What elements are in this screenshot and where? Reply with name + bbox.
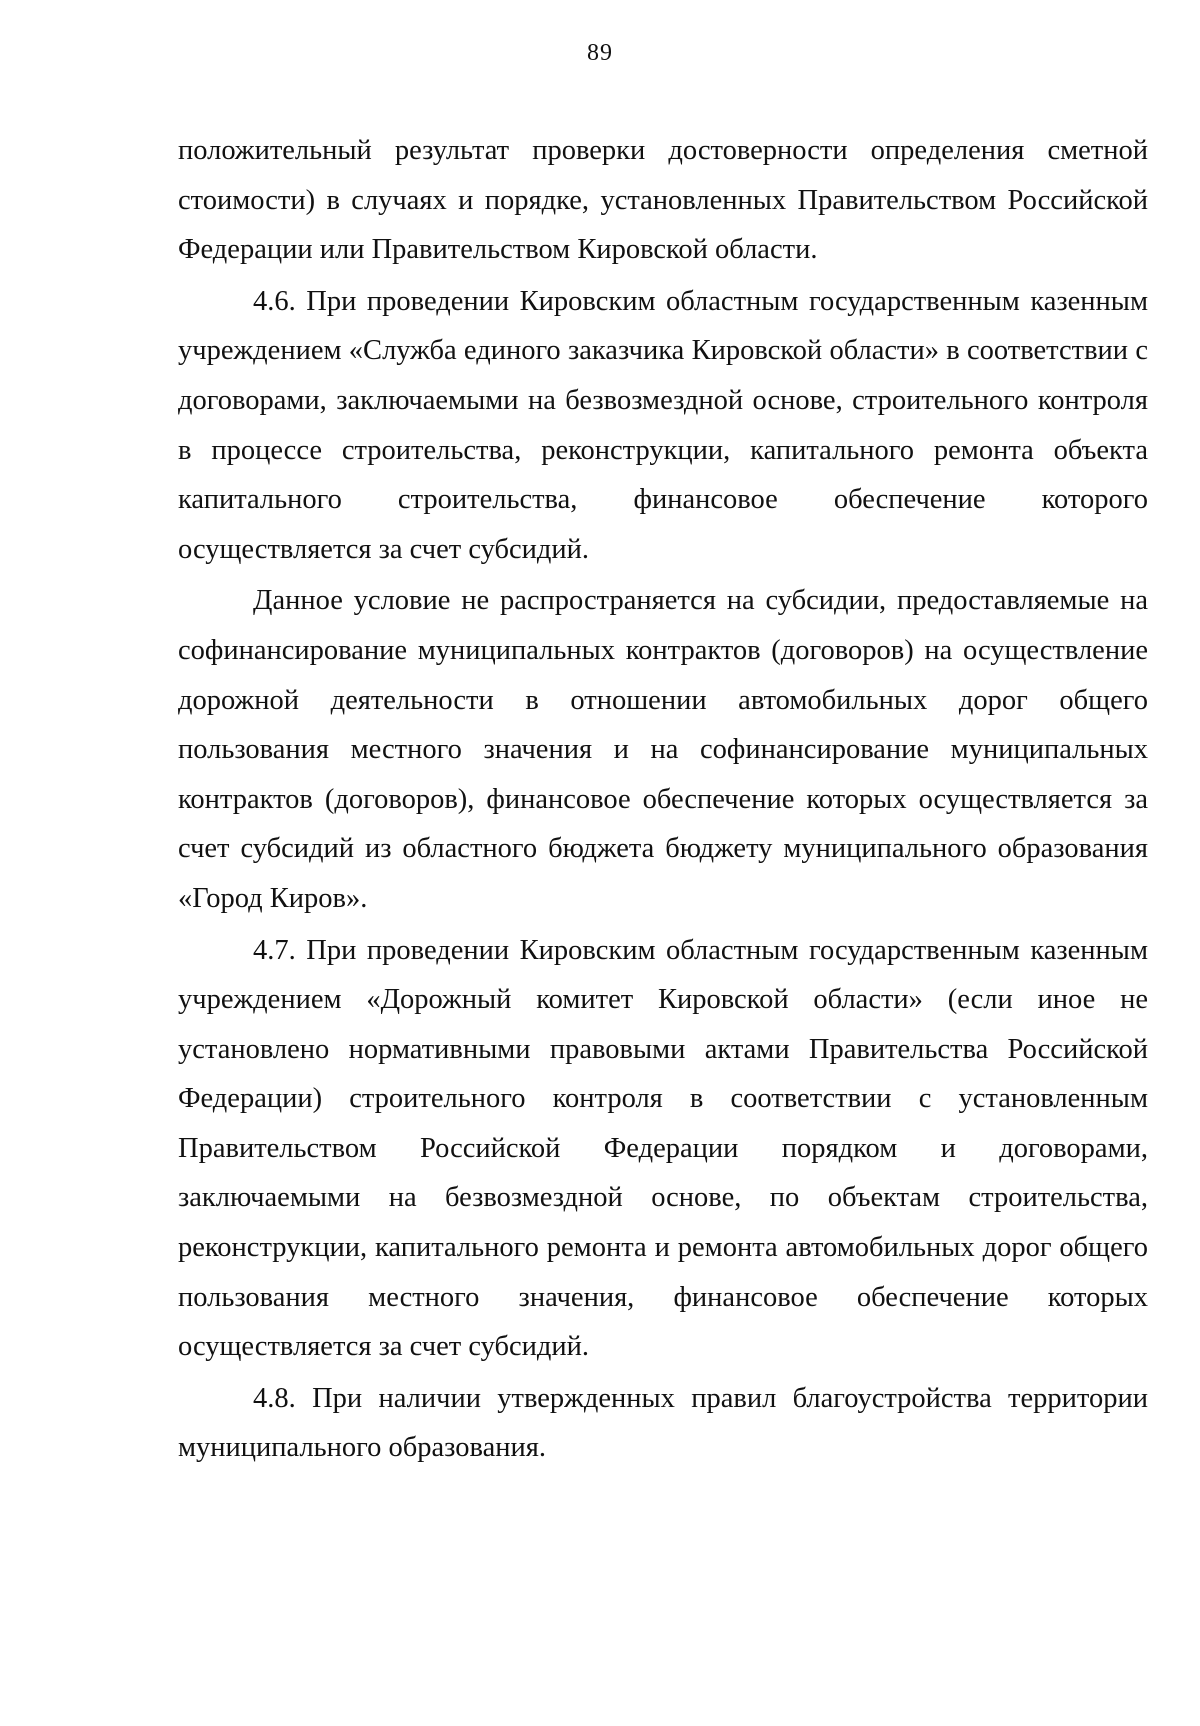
paragraph-4-7: 4.7. При проведении Кировским областным государственным казенным учреждением «Дорожный комитет Кировской области» (если иное не установлено нормативными правовыми актами Правительства Российской Федерации) строительного контроля в соответствии с установленным Правительством Российской Федерации порядком и договорами, заключаемыми на безвозмездной основе, по объектам строительства, реконструкции, капитального ремонта и ремонта автомобильных дорог общего пользования местного значения, финансовое обеспечение которых осуществляется за счет субсидий. xyxy=(178,934,1148,1363)
paragraph-continuation: положительный результат проверки достоверности определения сметной стоимости) в случаях и порядке, установленных Правительством Российской Федерации или Правительством Кировской области. xyxy=(178,135,1148,266)
paragraph-exception: Данное условие не распространяется на субсидии, предоставляемые на софинансирование муниципальных контрактов (договоров) на осуществление дорожной деятельности в отношении автомобильных дорог общего пользования местного значения и на софинансирование муниципальных контрактов (договоров), финансовое обеспечение которых осуществляется за счет субсидий из областного бюджета бюджету муниципального образования «Город Киров». xyxy=(178,585,1148,914)
paragraph-4-6: 4.6. При проведении Кировским областным государственным казенным учреждением «Служба единого заказчика Кировской области» в соответствии с договорами, заключаемыми на безвозмездной основе, строительного контроля в процессе строительства, реконструкции, капитального ремонта объекта капитального строительства, финансовое обеспечение которого осуществляется за счет субсидий. xyxy=(178,285,1148,565)
page-number: 89 xyxy=(587,40,613,66)
paragraph-4-8: 4.8. При наличии утвержденных правил благоустройства территории муниципального образования. xyxy=(178,1382,1148,1464)
document-body xyxy=(178,126,1148,1473)
